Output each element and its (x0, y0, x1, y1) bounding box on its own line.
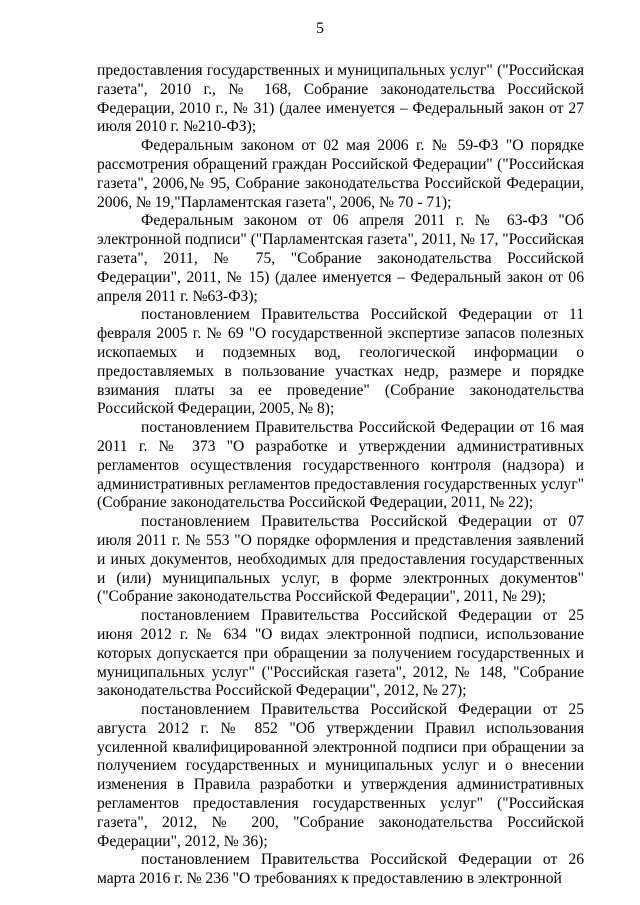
paragraph-7: постановлением Правительства Российской Федерации от 25 июня 2012 г. № 634 "О видах электронной подписи, использование которых допускается при обращении за получением государственных и муниципальных услуг" ("Российская газета", 2012, № 148, "Собрание законодательства Российской Федерации", 2012, № 27); (97, 607, 584, 700)
document-body (97, 62, 584, 889)
paragraph-2: Федеральным законом от 02 мая 2006 г. № 59-ФЗ "О порядке рассмотрения обращений граждан Российской Федерации" ("Российская газета", 2006,№ 95, Собрание законодательства Российской Федерации, 2006, № 19,"Парламентская газета", 2006, № 70 - 71); (97, 137, 584, 211)
paragraph-6: постановлением Правительства Российской Федерации от 07 июля 2011 г. № 553 "О порядке оформления и представления заявлений и иных документов, необходимых для предоставления государственных и (или) муниципальных услуг, в форме электронных документов" ("Собрание законодательства Российской Федерации", 2011, № 29); (97, 513, 584, 606)
paragraph-3: Федеральным законом от 06 апреля 2011 г. № 63-ФЗ "Об электронной подписи" ("Парламентская газета", 2011, № 17, "Российская газета", 2011, № 75, "Собрание законодательства Российской Федерации", 2011, № 15) (далее именуется – Федеральный закон от 06 апреля 2011 г. №63-ФЗ); (97, 212, 584, 305)
paragraph-1: предоставления государственных и муниципальных услуг" ("Российская газета", 2010 г., № 168, Собрание законодательства Российской Федерации, 2010 г., № 31) (далее именуется – Федеральный закон от 27 июля 2010 г. №210-ФЗ); (97, 62, 584, 136)
paragraph-4: постановлением Правительства Российской Федерации от 11 февраля 2005 г. № 69 "О государственной экспертизе запасов полезных ископаемых и подземных вод, геологической информации о предоставляемых в пользование участках недр, размере и порядке взимания платы за ее проведение" (Собрание законодательства Российской Федерации, 2005, № 8); (97, 306, 584, 418)
page-number: 5 (316, 20, 324, 37)
paragraph-5: постановлением Правительства Российской Федерации от 16 мая 2011 г. № 373 "О разработке и утверждении административных регламентов осуществления государственного контроля (надзора) и административных регламентов предоставления государственных услуг" (Собрание законодательства Российской Федерации, 2011, № 22); (97, 419, 584, 512)
paragraph-8: постановлением Правительства Российской Федерации от 25 августа 2012 г. № 852 "Об утверждении Правил использования усиленной квалифицированной электронной подписи при обращении за получением государственных и муниципальных услуг и о внесении изменения в Правила разработки и утверждения административных регламентов предоставления государственных услуг" ("Российская газета", 2012, № 200, "Собрание законодательства Российской Федерации", 2012, № 36); (97, 701, 584, 850)
paragraph-9: постановлением Правительства Российской Федерации от 26 марта 2016 г. № 236 "О требованиях к предоставлению в электронной (97, 851, 584, 888)
